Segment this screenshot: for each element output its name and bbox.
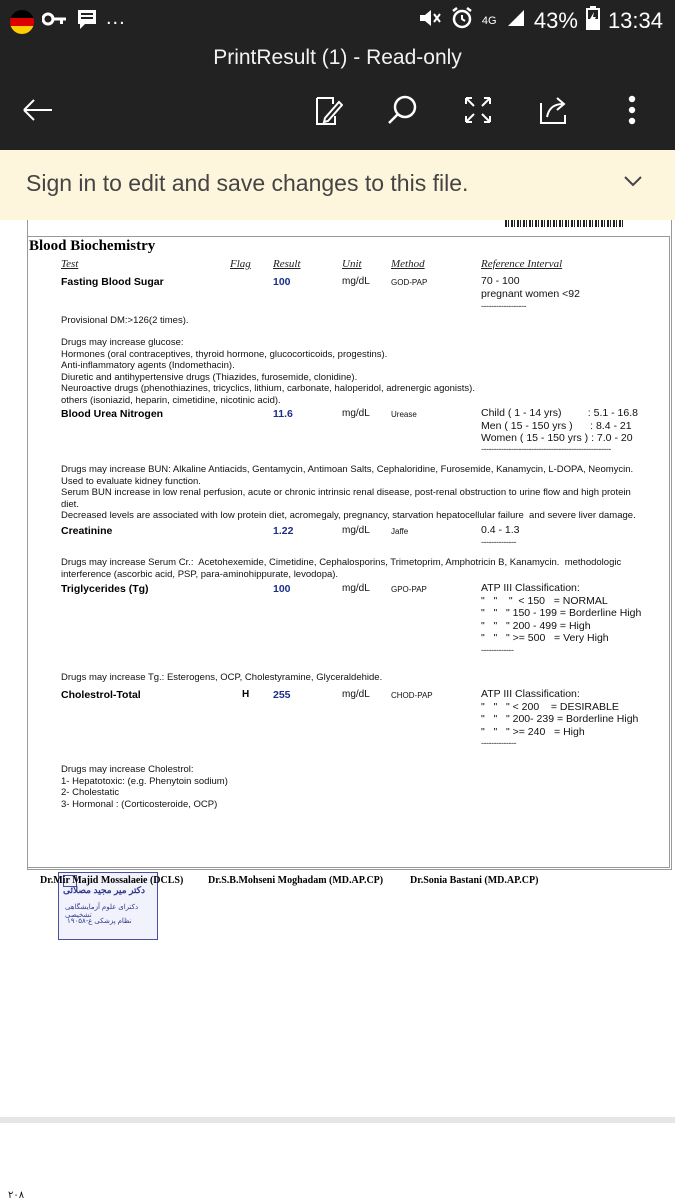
stamp-title: دکترای علوم آزمایشگاهی تشخیصی — [65, 904, 139, 919]
unit-cholesterol: mg/dL — [342, 689, 370, 700]
column-header-result: Result — [273, 258, 301, 270]
notes-triglycerides: Drugs may increase Tg.: Esterogens, OCP, Cholestyramine, Glyceraldehide. — [61, 672, 383, 683]
result-bun: 11.6 — [273, 408, 293, 420]
clock: 13:34 — [607, 8, 663, 33]
unit-bun: mg/dL — [342, 408, 370, 419]
more-notifications-indicator: ... — [106, 7, 126, 29]
app-toolbar — [0, 40, 675, 150]
unit-fbs: mg/dL — [342, 276, 370, 287]
test-name-cholesterol: Cholestrol-Total — [61, 689, 141, 701]
status-bar — [0, 0, 675, 40]
result-fbs: 100 — [273, 276, 291, 288]
column-header-unit: Unit — [342, 258, 362, 270]
divider-creatinine: -------------- — [481, 537, 516, 547]
divider-triglycerides: ------------- — [481, 645, 514, 655]
divider-bun: ---------------------------------------------------- — [481, 444, 611, 454]
test-name-fbs: Fasting Blood Sugar — [61, 276, 164, 288]
reference-bun: Child ( 1 - 14 yrs) : 5.1 - 16.8 Men ( 15 - 150 yrs ) : 8.4 - 21 Women ( 15 - 150 yrs ) : 7.0 - 20 — [481, 407, 638, 444]
result-cholesterol: 255 — [273, 689, 291, 701]
search-icon[interactable] — [384, 92, 420, 128]
fullscreen-icon[interactable] — [460, 92, 496, 128]
signature-1: Dr.Mir Majid Mossalaeie (DCLS) — [40, 875, 184, 886]
more-options-icon[interactable] — [614, 92, 650, 128]
section-title: Blood Biochemistry — [29, 238, 156, 254]
page-number: ۲۰۸ — [8, 1190, 25, 1201]
method-bun: Urease — [391, 410, 417, 419]
edit-icon[interactable] — [310, 92, 346, 128]
reference-fbs: 70 - 100 pregnant women <92 — [481, 275, 580, 300]
back-arrow-icon[interactable] — [20, 92, 56, 128]
notes-cholesterol: Drugs may increase Cholestrol: 1- Hepatotoxic: (e.g. Phenytoin sodium) 2- Cholestatic 3- Hormonal : (Corticosteroide, OCP) — [61, 764, 228, 810]
mute-icon — [418, 7, 442, 35]
column-header-flag: Flag — [230, 258, 251, 270]
message-icon — [76, 8, 98, 35]
method-cholesterol: CHOD-PAP — [391, 691, 433, 700]
barcode-strip — [505, 220, 623, 227]
stamp-name: دکتر میر مجید مصلائی — [63, 885, 146, 895]
method-creatinine: Jaffe — [391, 527, 409, 536]
share-icon[interactable] — [536, 92, 572, 128]
flag-cholesterol: H — [242, 689, 250, 700]
test-name-bun: Blood Urea Nitrogen — [61, 408, 164, 420]
unit-creatinine: mg/dL — [342, 525, 370, 536]
notes-creatinine: Drugs may increase Serum Cr.: Acetohexemide, Cimetidine, Cephalosporins, Trimetoprim, Amphotricin B, Kanamycin. methodologic interference (ascorbic acid, PSP, para-aminohippurate, levodopa). — [61, 557, 622, 580]
test-name-triglycerides: Triglycerides (Tg) — [61, 583, 149, 595]
page-separator — [0, 1117, 675, 1123]
germany-flag-icon — [10, 10, 34, 34]
notes-bun: Drugs may increase BUN: Alkaline Antiacids, Gentamycin, Antimoan Salts, Cephaloridine, Furosemide, Kanamycin, L-DOPA, Neomycin. Used to evaluate kidney function. Serum BUN increase in low renal perfusion, acute or chronic intrinsic renal disease, post-renal obstruction to urine flow and high protein diet. Decreased levels are associated with low protein diet, acromegaly, pregnancy, starvation hepatocellular failure and severe liver damage. — [61, 464, 636, 521]
unit-triglycerides: mg/dL — [342, 583, 370, 594]
reference-cholesterol: ATP III Classification: " " " < 200 = DESIRABLE " " " 200- 239 = Borderline High " " " >= 240 = High — [481, 688, 639, 738]
column-header-reference: Reference Interval — [481, 258, 563, 270]
signature-3: Dr.Sonia Bastani (MD.AP.CP) — [410, 875, 539, 886]
column-header-method: Method — [391, 258, 425, 270]
sign-in-message: Sign in to edit and save changes to this file. — [26, 170, 469, 196]
method-triglycerides: GPO-PAP — [391, 585, 427, 594]
stamp-license: نظام پزشکی ع-۱۹۰۵۸ — [67, 918, 132, 925]
reference-triglycerides: ATP III Classification: " " " < 150 = NORMAL " " " 150 - 199 = Borderline High " " " 200 - 499 = High " " " >= 500 = Very High — [481, 582, 642, 644]
result-creatinine: 1.22 — [273, 525, 294, 537]
divider-cholesterol: -------------- — [481, 738, 516, 748]
test-name-creatinine: Creatinine — [61, 525, 113, 537]
reference-creatinine: 0.4 - 1.3 — [481, 524, 520, 536]
result-triglycerides: 100 — [273, 583, 291, 595]
network-type-label: 4G — [481, 14, 497, 27]
signature-2: Dr.S.B.Mohseni Moghadam (MD.AP.CP) — [208, 875, 384, 886]
signal-icon — [506, 8, 526, 34]
battery-charging-icon — [586, 6, 600, 36]
drugs-glucose: Drugs may increase glucose: Hormones (oral contraceptives, thyroid hormone, glucocorticoids, progestins). Anti-inflammatory agents (Indomethacin). Diuretic and antihypertensive drugs (Thiazides, furosemide, clonidine). Neuroactive drugs (phenothiazines, tricyclics, lithium, carbonate, haloperidol, adrenergic agonists). others (isoniazid, heparin, cimetidine, nicotinic acid). — [61, 337, 475, 406]
sign-in-banner[interactable] — [0, 150, 675, 220]
alarm-icon — [450, 6, 474, 36]
divider-fbs: ------------------ — [481, 301, 526, 311]
key-icon — [42, 12, 68, 31]
document-title: PrintResult (1) - Read-only — [213, 46, 462, 69]
note-fbs: Provisional DM:>126(2 times). — [61, 315, 189, 326]
battery-percent: 43% — [533, 8, 578, 33]
chevron-down-icon[interactable] — [623, 174, 643, 193]
column-header-test: Test — [61, 258, 79, 270]
method-fbs: GOD-PAP — [391, 278, 428, 287]
